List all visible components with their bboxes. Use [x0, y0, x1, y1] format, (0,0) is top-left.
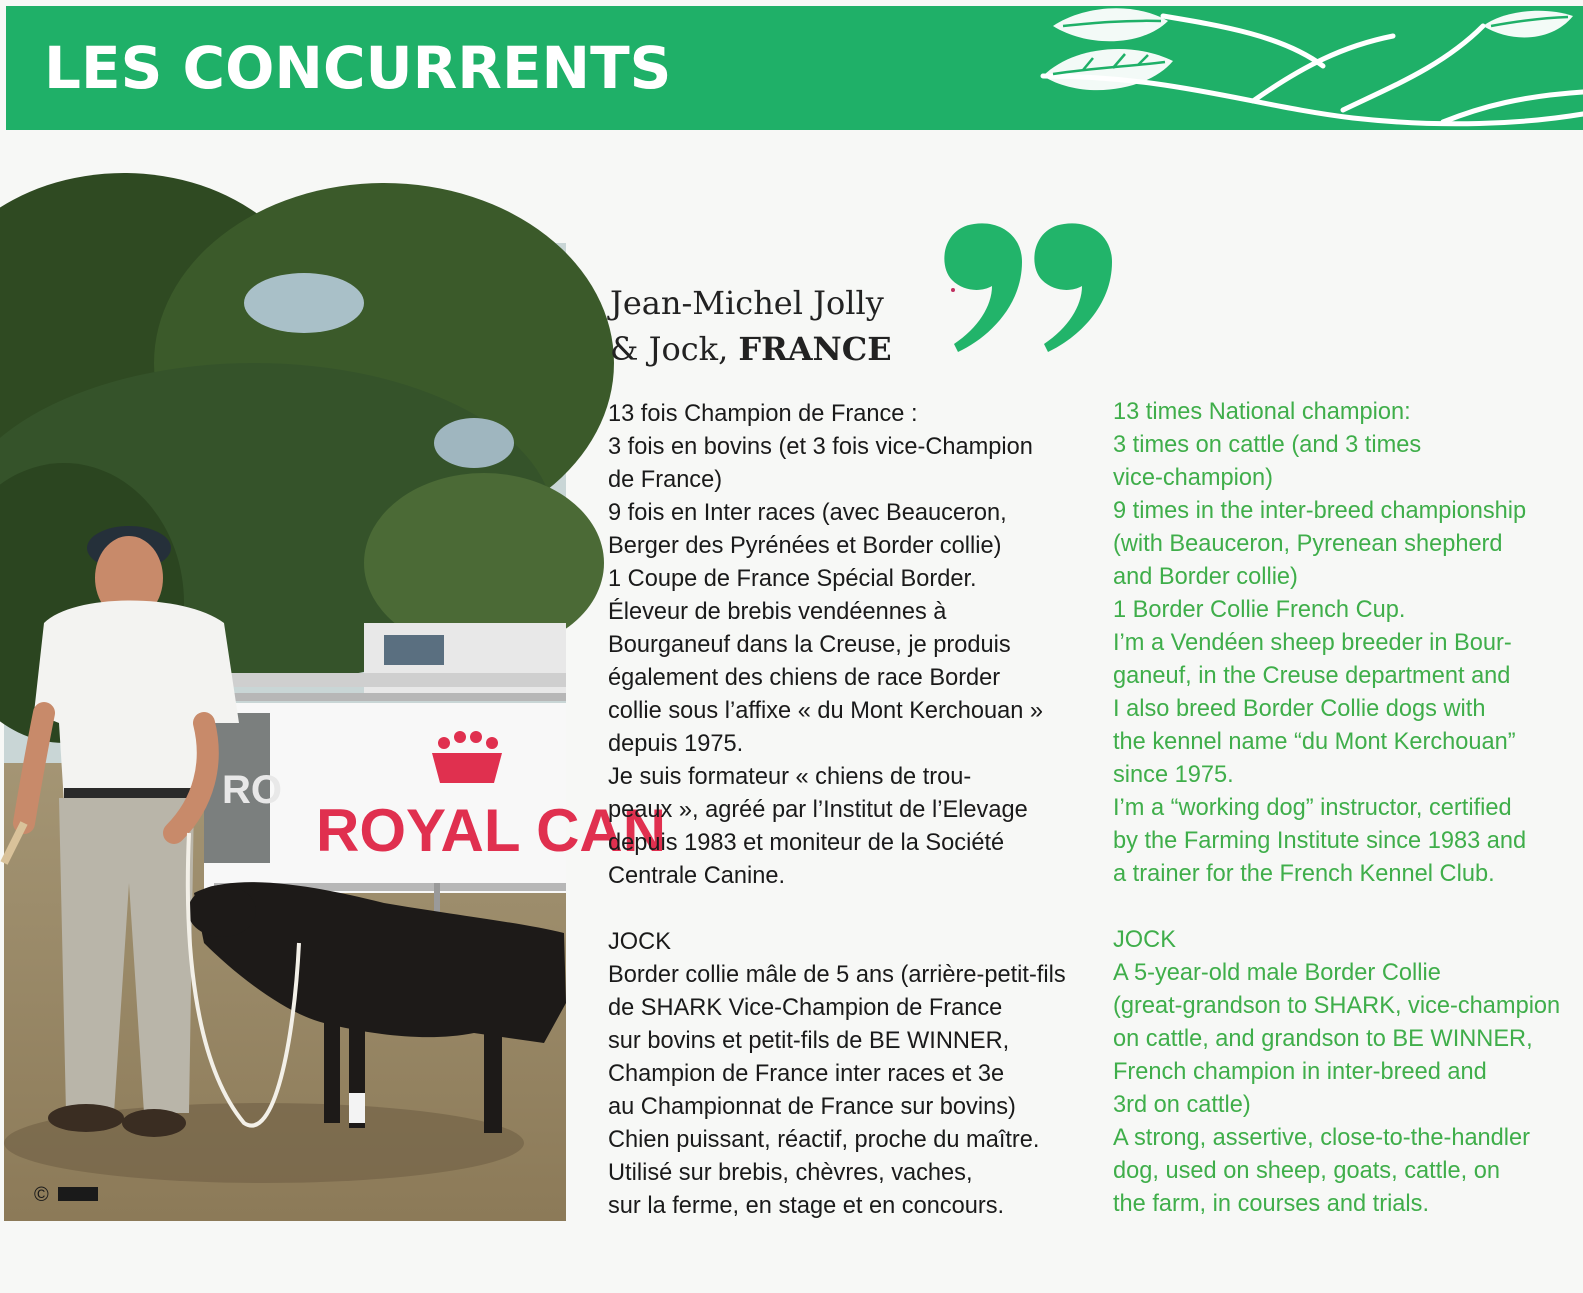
fr-dog-line: Border collie mâle de 5 ans (arrière-petit-fils [608, 962, 1066, 988]
en-line: ganeuf, in the Creuse department and [1113, 663, 1511, 689]
en-dog-heading: JOCK [1113, 927, 1176, 953]
competitor-name [610, 280, 892, 372]
en-line: 9 times in the inter-breed championship [1113, 498, 1527, 524]
en-line: I’m a Vendéen sheep breeder in Bour- [1113, 630, 1512, 656]
fr-line: 3 fois en bovins (et 3 fois vice-Champion [608, 434, 1033, 460]
en-dog-line: (great-grandson to SHARK, vice-champion [1113, 993, 1561, 1019]
fr-line: depuis 1983 et moniteur de la Société [608, 830, 1005, 856]
closing-quote-icon [936, 218, 1116, 358]
fr-dog-line: Chien puissant, réactif, proche du maître. [608, 1127, 1040, 1153]
fr-dog-line: de SHARK Vice-Champion de France [608, 995, 1003, 1021]
en-dog-line: dog, used on sheep, goats, cattle, on [1113, 1158, 1500, 1184]
en-line: 13 times National champion: [1113, 399, 1411, 425]
en-line: 1 Border Collie French Cup. [1113, 597, 1406, 623]
fr-line: peaux », agréé par l’Institut de l’Elevage [608, 797, 1028, 823]
fr-line: Éleveur de brebis vendéennes à [608, 599, 947, 625]
en-dog-line: French champion in inter-breed and [1113, 1059, 1487, 1085]
section-title: LES CONCURRENTS [44, 34, 672, 102]
fr-line: 1 Coupe de France Spécial Border. [608, 566, 977, 592]
sign-panel-letters: RO [222, 768, 282, 812]
leaf-branch-icon [923, 6, 1583, 130]
en-line: vice-champion) [1113, 465, 1273, 491]
fr-dog-line: sur la ferme, en stage et en concours. [608, 1193, 1005, 1219]
en-line: by the Farming Institute since 1983 and [1113, 828, 1527, 854]
section-banner [6, 6, 1583, 130]
french-text [608, 398, 1070, 1223]
en-line: 3 times on cattle (and 3 times [1113, 432, 1422, 458]
en-line: and Border collie) [1113, 564, 1298, 590]
en-line: I also breed Border Collie dogs with [1113, 696, 1486, 722]
fr-line: de France) [608, 467, 723, 493]
photographer-mark: © [34, 1184, 49, 1206]
country: FRANCE [738, 330, 892, 368]
en-dog-line: on cattle, and grandson to BE WINNER, [1113, 1026, 1533, 1052]
fr-line: Bourganeuf dans la Creuse, je produis [608, 632, 1011, 658]
fr-line: Centrale Canine. [608, 863, 786, 889]
name-line-2 [610, 326, 892, 372]
english-text [1113, 396, 1583, 1221]
fr-dog-line: sur bovins et petit-fils de BE WINNER, [608, 1028, 1010, 1054]
fr-dog-line: Utilisé sur brebis, chèvres, vaches, [608, 1160, 973, 1186]
en-dog-line: 3rd on cattle) [1113, 1092, 1251, 1118]
en-dog-line: A 5-year-old male Border Collie [1113, 960, 1441, 986]
fr-dog-line: Champion de France inter races et 3e [608, 1061, 1005, 1087]
fr-line: également des chiens de race Border [608, 665, 1001, 691]
en-dog-line: A strong, assertive, close-to-the-handler [1113, 1125, 1531, 1151]
sign-text: ROYAL CAN [316, 797, 667, 864]
fr-line: 13 fois Champion de France : [608, 401, 918, 427]
en-line: I’m a “working dog” instructor, certified [1113, 795, 1512, 821]
fr-line: 9 fois en Inter races (avec Beauceron, [608, 500, 1007, 526]
fr-line: Berger des Pyrénées et Border collie) [608, 533, 1002, 559]
dog-name: & Jock, [610, 330, 739, 368]
fr-dog-heading: JOCK [608, 929, 671, 955]
fr-line: depuis 1975. [608, 731, 744, 757]
en-dog-line: the farm, in courses and trials. [1113, 1191, 1430, 1217]
en-line: since 1975. [1113, 762, 1234, 788]
fr-dog-line: au Championnat de France sur bovins) [608, 1094, 1016, 1120]
fr-line: Je suis formateur « chiens de trou- [608, 764, 972, 790]
en-line: (with Beauceron, Pyrenean shepherd [1113, 531, 1503, 557]
name-line-1: Jean-Michel Jolly [610, 284, 884, 322]
en-line: a trainer for the French Kennel Club. [1113, 861, 1495, 887]
en-line: the kennel name “du Mont Kerchouan” [1113, 729, 1516, 755]
fr-line: collie sous l’affixe « du Mont Kerchouan » [608, 698, 1043, 724]
